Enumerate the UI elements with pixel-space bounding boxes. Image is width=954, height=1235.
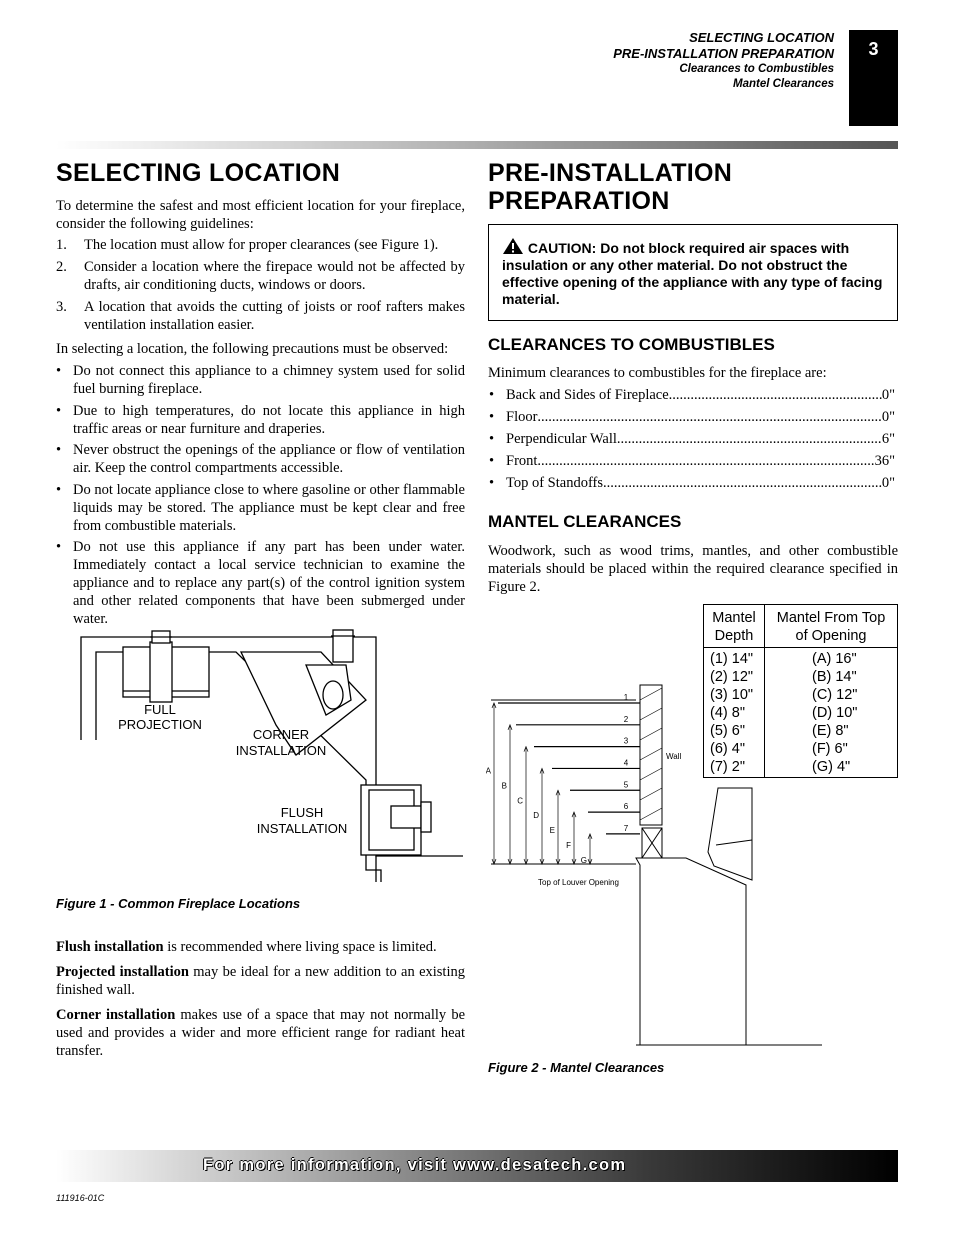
header-line-2: PRE-INSTALLATION PREPARATION	[613, 46, 834, 61]
table-cell: (4) 8"	[710, 705, 745, 721]
mantel-clearances-heading: MANTEL CLEARANCES	[488, 512, 682, 531]
bullet-icon: •	[489, 387, 495, 403]
precaution-item	[56, 481, 465, 535]
guideline-number: 3.	[56, 299, 67, 315]
precaution-item	[56, 362, 465, 398]
guideline-3	[56, 298, 465, 334]
clearance-row	[489, 408, 895, 426]
label-flush: FLUSH	[280, 805, 324, 820]
table-cell: (C) 12"	[812, 687, 858, 703]
guideline-number: 2.	[56, 259, 67, 275]
shelf-number: 4	[623, 758, 629, 768]
clearance-name: Front	[506, 453, 538, 469]
clearances-intro: Minimum clearances to combustibles for the fireplace are:	[488, 365, 827, 381]
table-cell: (D) 10"	[812, 705, 858, 721]
dimension-letter: F	[566, 841, 571, 851]
clearance-row	[489, 386, 895, 404]
document-number: 111916-01C	[56, 1193, 105, 1203]
selecting-location-title: SELECTING LOCATION	[56, 159, 341, 187]
table-cell: (6) 4"	[710, 741, 745, 757]
table-cell: (1) 14"	[710, 651, 754, 667]
label-projection: PROJECTION	[118, 717, 202, 732]
header-text: Depth	[714, 628, 754, 644]
guideline-text: A location that avoids the cutting of joists or roof rafters makes ventilation installation easier.	[84, 299, 465, 333]
dimension-letter: D	[533, 811, 539, 821]
clearance-value: 0"	[881, 475, 895, 491]
table-cell: (B) 14"	[812, 669, 857, 685]
running-header	[613, 30, 834, 92]
clearance-name: Top of Standoffs	[506, 475, 603, 491]
warning-icon	[502, 237, 524, 255]
term-projected: Projected installation	[56, 964, 189, 980]
precaution-text: Due to high temperatures, do not locate this appliance in high traffic areas or near furniture and draperies.	[73, 403, 465, 437]
bullet-icon: •	[489, 409, 495, 425]
corner-installation-paragraph	[56, 1006, 465, 1060]
pre-installation-title	[488, 159, 732, 215]
mantel-paragraph: Woodwork, such as wood trims, mantles, and other combustible materials should be placed within the required clearance specified in Figure 2.	[488, 543, 898, 595]
table-cell: (2) 12"	[710, 669, 754, 685]
shelf-number: 2	[623, 714, 629, 724]
clearance-value: 36"	[874, 453, 895, 469]
header-line-1: SELECTING LOCATION	[689, 30, 834, 45]
shelf-number: 6	[623, 802, 629, 812]
louver-label: Top of Louver Opening	[538, 878, 619, 887]
bullet-icon: •	[56, 363, 62, 379]
header-mantel-from-top	[765, 609, 897, 645]
table-header-divider	[704, 647, 897, 648]
precaution-text: Do not connect this appliance to a chimney system used for solid fuel burning fireplace.	[73, 363, 465, 397]
dot-leader	[537, 408, 881, 426]
table-cell: (5) 6"	[710, 723, 745, 739]
precaution-text: Never obstruct the openings of the appliance or flow of ventilation air. Keep the control compartments accessible.	[73, 442, 465, 476]
bullet-icon: •	[489, 431, 495, 447]
figure-2-mantel-clearances	[486, 680, 826, 1050]
page-number: 3	[849, 30, 898, 126]
mantel-shelves	[498, 693, 640, 834]
figure-1-fireplace-locations	[76, 620, 466, 890]
table-cell: (7) 2"	[710, 759, 745, 775]
flush-description: is recommended where living space is limited.	[163, 939, 437, 955]
caution-box	[488, 224, 898, 321]
bullet-icon: •	[489, 475, 495, 491]
dimension-letter: C	[517, 796, 523, 806]
dimension-letter: B	[501, 781, 507, 791]
dimension-letter: A	[486, 766, 491, 776]
dot-leader	[617, 430, 882, 448]
header-line-3: Clearances to Combustibles	[679, 63, 834, 75]
precaution-text: Do not use this appliance if any part has been under water. Immediately contact a local service technician to examine the appliance and to replace any part(s) of the control ignition system and other related components that have been submerged under water.	[73, 539, 465, 627]
projected-description: may be ideal for a new addition to an existing finished wall.	[56, 964, 465, 998]
dimension-letter: G	[580, 855, 587, 865]
label-corner-installation: INSTALLATION	[235, 743, 327, 758]
precautions-intro: In selecting a location, the following precautions must be observed:	[56, 341, 449, 357]
clearances-heading: CLEARANCES TO COMBUSTIBLES	[488, 335, 775, 354]
dot-leader	[603, 474, 882, 492]
bullet-icon: •	[56, 442, 62, 458]
shelf-number: 3	[623, 736, 629, 746]
footer-banner-text: For more information, visit www.desatech.com	[203, 1156, 627, 1174]
label-corner: CORNER	[252, 727, 310, 742]
header-text: of Opening	[795, 628, 867, 644]
table-cell: (G) 4"	[812, 759, 851, 775]
table-cell: (A) 16"	[812, 651, 857, 667]
table-cell: (E) 8"	[812, 723, 849, 739]
bullet-icon: •	[56, 539, 62, 555]
caution-text: CAUTION: Do not block required air spaces with insulation or any other material. Do not obstruct the effective opening of the appliance with any type of facing material.	[502, 240, 883, 307]
guideline-text: The location must allow for proper clearances (see Figure 1).	[84, 237, 439, 253]
clearance-row	[489, 452, 895, 470]
header-line-4: Mantel Clearances	[733, 78, 834, 90]
precaution-item	[56, 402, 465, 438]
dot-leader	[537, 452, 874, 470]
corner-description: makes use of a space that may not normally be used and provides a wider and more efficient range for radiant heat transfer.	[56, 1007, 466, 1059]
clearance-value: 0"	[881, 387, 895, 403]
clearance-name: Perpendicular Wall	[506, 431, 617, 447]
shelf-number: 5	[623, 780, 629, 790]
guideline-1	[56, 236, 465, 254]
title-line-1: PRE-INSTALLATION	[488, 159, 733, 187]
clearance-name: Back and Sides of Fireplace	[506, 387, 669, 403]
clearance-name: Floor	[506, 409, 538, 425]
label-flush-installation: INSTALLATION	[256, 821, 348, 836]
header-mantel-depth	[704, 609, 764, 645]
figure-2-caption: Figure 2 - Mantel Clearances	[488, 1060, 665, 1075]
guideline-2	[56, 258, 465, 294]
bullet-icon: •	[56, 482, 62, 498]
intro-paragraph: To determine the safest and most efficient location for your fireplace, consider the following guidelines:	[56, 198, 465, 232]
precaution-text: Do not locate appliance close to where gasoline or other flammable liquids may be stored. The appliance must be kept clear and free from combustible materials.	[73, 482, 465, 534]
shelf-number: 1	[623, 693, 629, 702]
table-cell: (F) 6"	[812, 741, 848, 757]
header-text: Mantel From Top	[776, 610, 886, 626]
clearance-value: 6"	[881, 431, 895, 447]
footer-banner	[56, 1150, 898, 1182]
table-cell: (3) 10"	[710, 687, 754, 703]
term-corner: Corner installation	[56, 1007, 176, 1023]
term-flush: Flush installation	[56, 939, 164, 955]
guideline-number: 1.	[56, 237, 67, 253]
bullet-icon: •	[489, 453, 495, 469]
precaution-item	[56, 441, 465, 477]
clearance-value: 0"	[881, 409, 895, 425]
header-text: Mantel	[712, 610, 756, 626]
projected-installation-paragraph	[56, 963, 465, 999]
precaution-item	[56, 538, 465, 628]
clearance-row	[489, 474, 895, 492]
dot-leader	[669, 386, 882, 404]
figure-1-caption: Figure 1 - Common Fireplace Locations	[56, 896, 301, 911]
bullet-icon: •	[56, 403, 62, 419]
shelf-number: 7	[623, 823, 629, 833]
dimension-lines	[486, 703, 592, 865]
header-divider-bar	[56, 141, 898, 149]
label-full: FULL	[144, 702, 176, 717]
dimension-letter: E	[549, 826, 555, 836]
guideline-text: Consider a location where the firepace would not be affected by drafts, air conditioning ducts, windows or doors.	[84, 259, 465, 293]
title-line-2: PREPARATION	[488, 187, 670, 215]
wall-label: Wall	[666, 752, 682, 761]
clearance-row	[489, 430, 895, 448]
flush-installation-paragraph	[56, 938, 465, 956]
